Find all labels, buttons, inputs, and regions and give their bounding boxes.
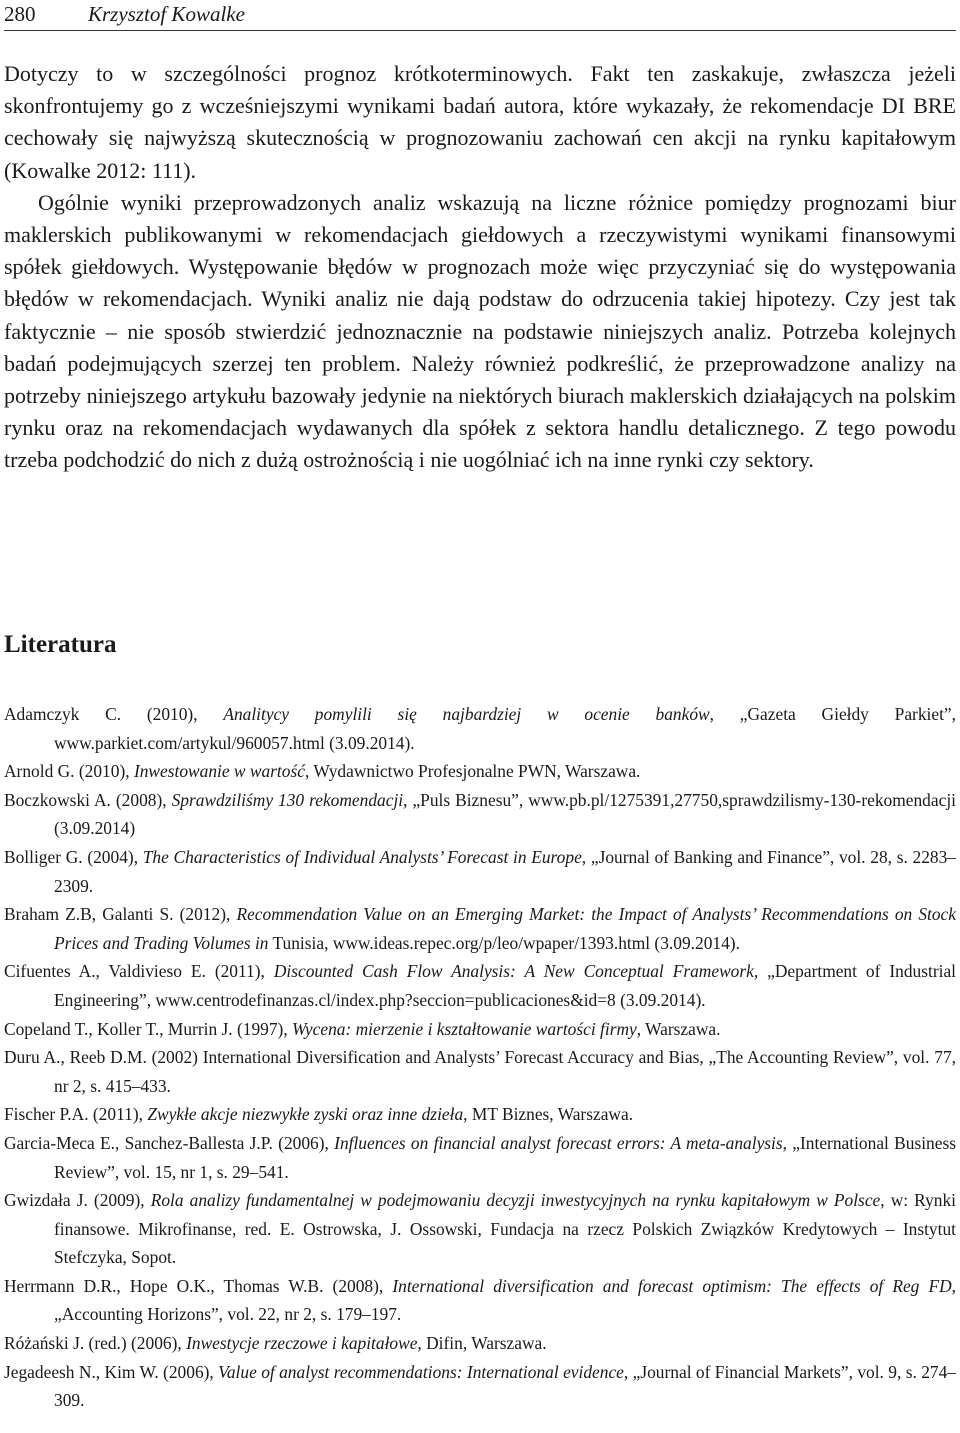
reference-details: , w: Rynki finansowe. Mikrofinanse, red. E. Ostrowska, J. Ossowski, Fundacja na rzecz Polskich Związków Kredytowych – Instytut Stefczyka, Sopot. — [54, 1190, 956, 1268]
reference-item — [4, 957, 956, 1014]
reference-item — [4, 786, 956, 843]
reference-item — [4, 1358, 956, 1415]
reference-list — [4, 700, 956, 1415]
literature-heading: Literatura — [4, 631, 117, 658]
reference-details: , „Journal of Banking and Finance”, vol. 28, s. 2283–2309. — [54, 846, 957, 896]
reference-title: Sprawdziliśmy 130 rekomendacji — [171, 789, 404, 810]
reference-authors: Bolliger G. (2004), — [4, 846, 143, 867]
reference-details: , „Puls Biznesu”, www.pb.pl/1275391,27750,sprawdzilismy-130-rekomendacji (3.09.2014) — [54, 789, 956, 839]
reference-title: Influences on financial analyst forecast errors: A meta-analysis — [334, 1132, 783, 1153]
running-header-author: Krzysztof Kowalke — [88, 2, 245, 26]
reference-details: , „Department of Industrial Engineering”, www.centrodefinanzas.cl/index.php?seccion=publicaciones&id=8 (3.09.2014). — [54, 961, 956, 1010]
reference-details: Tunisia, www.ideas.repec.org/p/leo/wpaper/1393.html (3.09.2014). — [268, 932, 740, 953]
reference-item — [4, 1100, 956, 1129]
reference-authors: Arnold G. (2010), — [4, 761, 134, 782]
reference-details: , MT Biznes, Warszawa. — [463, 1104, 634, 1125]
reference-details: , Wydawnictwo Profesjonalne PWN, Warszawa. — [304, 761, 641, 782]
reference-item — [4, 1043, 956, 1100]
reference-details: , „Accounting Horizons”, vol. 22, nr 2, s. 179–197. — [54, 1275, 956, 1325]
reference-authors: Fischer P.A. (2011), — [4, 1104, 148, 1125]
paragraph: Dotyczy to w szczególności prognoz krótkoterminowych. Fakt ten zaskakuje, zwłaszcza jeżeli skonfrontujemy go z wcześniejszymi wynikami badań autora, które wykazały, że rekomendacje DI BRE cechowały się najwyższą skutecznością w prognozowaniu zachowań cen akcji na rynku kapitałowym (Kowalke 2012: 111). — [4, 61, 956, 183]
reference-title: Recommendation Value on an Emerging Market: the Impact of Analysts’ Recommendations on Stock Prices and Trading Volumes in — [54, 904, 956, 953]
reference-authors: Garcia-Meca E., Sanchez-Ballesta J.P. (2006), — [4, 1132, 335, 1153]
reference-details: , „International Business Review”, vol. 15, nr 1, s. 29–541. — [54, 1132, 956, 1182]
reference-item — [4, 700, 956, 757]
reference-title: Rola analizy fundamentalnej w podejmowaniu decyzji inwestycyjnych na rynku kapitałowym w Polsce — [150, 1190, 881, 1211]
reference-authors: Jegadeesh N., Kim W. (2006), — [4, 1361, 219, 1382]
reference-authors: Boczkowski A. (2008), — [4, 789, 172, 810]
reference-details: , „Gazeta Giełdy Parkiet”, www.parkiet.com/artykul/960057.html (3.09.2014). — [54, 704, 956, 753]
reference-item — [4, 1129, 956, 1186]
reference-item — [4, 1272, 956, 1329]
reference-title: Value of analyst recommendations: International evidence — [218, 1361, 624, 1382]
reference-item — [4, 1186, 956, 1272]
reference-details: , Warszawa. — [636, 1018, 721, 1039]
reference-item — [4, 757, 956, 786]
reference-authors: Duru A., Reeb D.M. (2002) International Diversification and Analysts’ Forecast Accuracy and Bias, „The Accounting Review”, vol. 77, nr 2, s. 415–433. — [4, 1047, 956, 1096]
page-number: 280 — [4, 2, 36, 26]
reference-authors: Copeland T., Koller T., Murrin J. (1997), — [4, 1018, 293, 1039]
reference-item — [4, 1329, 956, 1358]
reference-details: , „Journal of Financial Markets”, vol. 9, s. 274–309. — [54, 1361, 957, 1411]
reference-title: Inwestowanie w wartość — [133, 761, 305, 782]
reference-authors: Cifuentes A., Valdivieso E. (2011), — [4, 961, 274, 982]
reference-item — [4, 1015, 956, 1044]
body-text — [4, 58, 956, 477]
reference-title: Zwykłe akcje niezwykłe zyski oraz inne dzieła — [147, 1104, 464, 1125]
reference-authors: Różański J. (red.) (2006), — [4, 1333, 187, 1354]
reference-title: The Characteristics of Individual Analysts’ Forecast in Europe — [142, 846, 582, 867]
running-header — [4, 0, 956, 31]
reference-title: Analitycy pomylili się najbardziej w ocenie banków — [223, 704, 710, 724]
reference-title: International diversification and forecast optimism: The effects of Reg FD — [392, 1275, 952, 1296]
reference-title: Discounted Cash Flow Analysis: A New Conceptual Framework — [273, 961, 754, 982]
reference-item — [4, 843, 956, 900]
reference-authors: Gwizdała J. (2009), — [4, 1190, 151, 1211]
reference-details: , Difin, Warszawa. — [417, 1333, 547, 1354]
reference-authors: Herrmann D.R., Hope O.K., Thomas W.B. (2008), — [4, 1275, 393, 1296]
paragraph: Ogólnie wyniki przeprowadzonych analiz wskazują na liczne różnice pomiędzy prognozami biur maklerskich publikowanymi w rekomendacjach giełdowych a rzeczywistymi wynikami finansowymi spółek giełdowych. Występowanie błędów w prognozach może więc przyczyniać się do występowania błędów w rekomendacjach. Wyniki analiz nie dają podstaw do odrzucenia takiej hipotezy. Czy jest tak faktycznie – nie sposób stwierdzić jednoznacznie na podstawie niniejszych analiz. Potrzeba kolejnych badań podejmujących szerzej ten problem. Należy również podkreślić, że przeprowadzone analizy na potrzeby niniejszego artykułu bazowały jedynie na niektórych biurach maklerskich działających na polskim rynku oraz na rekomendacjach wydawanych dla spółek z sektora handlu detalicznego. Z tego powodu trzeba podchodzić do nich z dużą ostrożnością i nie uogólniać ich na inne rynki czy sektory. — [4, 189, 956, 473]
reference-title: Wycena: mierzenie i kształtowanie wartości firmy — [292, 1018, 637, 1039]
reference-authors: Braham Z.B, Galanti S. (2012), — [4, 904, 237, 925]
reference-title: Inwestycje rzeczowe i kapitałowe — [186, 1333, 418, 1354]
reference-authors: Adamczyk C. (2010), — [4, 704, 224, 724]
reference-item — [4, 900, 956, 957]
